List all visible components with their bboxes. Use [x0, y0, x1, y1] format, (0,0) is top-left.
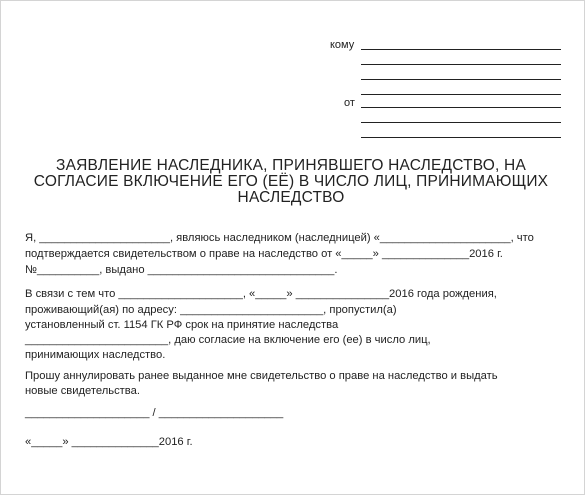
body-line: установленный ст. 1154 ГК РФ срок на принятие наследства — [25, 319, 339, 331]
title-line: ЗАЯВЛЕНИЕ НАСЛЕДНИКА, ПРИНЯВШЕГО НАСЛЕДСТВО, НА — [56, 157, 526, 174]
title-line: НАСЛЕДСТВО — [237, 189, 345, 206]
document-title — [31, 158, 551, 206]
to-line — [361, 64, 561, 65]
body-line: №__________, выдано ______________________________. — [25, 264, 338, 276]
date-line: «_____» ______________2016 г. — [25, 436, 193, 448]
signature-line: ____________________ / ____________________ — [25, 407, 284, 419]
to-line — [361, 94, 561, 95]
to-line — [361, 49, 561, 50]
body-line: Прошу аннулировать ранее выданное мне свидетельство о праве на наследство и выдать — [25, 370, 498, 382]
body-line: новые свидетельства. — [25, 385, 140, 397]
body-line: В связи с тем что ____________________, «_____» _______________2016 года рождения, — [25, 288, 497, 300]
from-line — [361, 137, 561, 138]
body-line: проживающий(ая) по адресу: _______________________, пропустил(а) — [25, 304, 397, 316]
body-line: подтверждается свидетельством о праве на наследство от «_____» ______________2016 г. — [25, 248, 503, 260]
body-line: Я, _____________________, являюсь наследником (наследницей) «_____________________, что — [25, 232, 534, 244]
from-line — [361, 107, 561, 108]
body-line: _______________________, даю согласие на включение его (ее) в число лиц, — [25, 334, 431, 346]
to-line — [361, 79, 561, 80]
to-label: кому — [330, 39, 355, 51]
body-line: принимающих наследство. — [25, 349, 166, 361]
title-line: СОГЛАСИЕ ВКЛЮЧЕНИЕ ЕГО (ЕЁ) В ЧИСЛО ЛИЦ, ПРИНИМАЮЩИХ — [33, 173, 549, 190]
from-label: от — [344, 97, 355, 109]
from-line — [361, 122, 561, 123]
